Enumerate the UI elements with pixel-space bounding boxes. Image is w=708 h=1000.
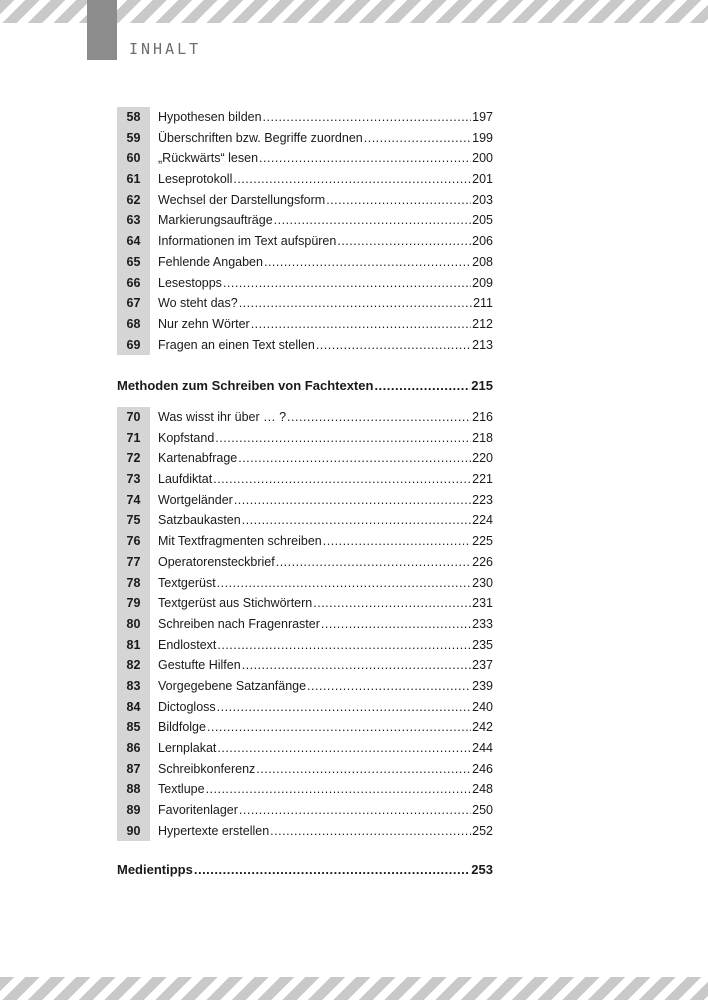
entry-page-number: 220 bbox=[472, 451, 493, 466]
entry-title: Textgerüst aus Stichwörtern bbox=[158, 596, 313, 611]
entry-page-number: 209 bbox=[472, 275, 493, 290]
dot-leader bbox=[239, 800, 471, 821]
entry-number: 72 bbox=[126, 451, 141, 466]
entry-number: 61 bbox=[126, 172, 141, 187]
toc-section-media-tips[interactable] bbox=[117, 862, 493, 877]
entry-number: 88 bbox=[126, 782, 141, 797]
toc-entry-row[interactable] bbox=[117, 293, 493, 314]
entry-title: Schreiben nach Fragenraster bbox=[158, 616, 320, 631]
toc-entry-row[interactable] bbox=[117, 107, 493, 128]
toc-entry-row[interactable] bbox=[117, 407, 493, 428]
toc-entry-row[interactable] bbox=[117, 531, 493, 552]
entry-title: Endlostext bbox=[158, 637, 217, 652]
entry-line bbox=[158, 210, 493, 231]
toc-entry-row[interactable] bbox=[117, 510, 493, 531]
entry-page-number: 240 bbox=[472, 699, 493, 714]
entry-title: Kopfstand bbox=[158, 430, 215, 445]
entry-page-number: 230 bbox=[472, 575, 493, 590]
entry-title: Gestufte Hilfen bbox=[158, 658, 241, 673]
entry-title: Lernplakat bbox=[158, 741, 217, 755]
section-page-number: 253 bbox=[471, 862, 493, 877]
entry-number: 65 bbox=[126, 254, 141, 269]
toc-entry-row[interactable] bbox=[117, 573, 493, 594]
entry-line bbox=[158, 697, 493, 718]
toc-entry-row[interactable] bbox=[117, 697, 493, 718]
entry-line bbox=[158, 821, 493, 842]
entry-title: „Rückwärts“ lesen bbox=[158, 151, 259, 166]
entry-title: Mit Textfragmenten schreiben bbox=[158, 534, 322, 549]
toc-entry-row[interactable] bbox=[117, 335, 493, 356]
entry-page-number: 200 bbox=[472, 151, 493, 166]
entry-page-number: 216 bbox=[472, 410, 493, 424]
dot-leader bbox=[238, 448, 471, 469]
entry-line bbox=[158, 717, 493, 738]
entry-line bbox=[158, 314, 493, 335]
entry-line bbox=[158, 169, 493, 190]
entry-title: Lesestopps bbox=[158, 275, 222, 290]
entry-page-number: 252 bbox=[472, 823, 493, 838]
entry-line bbox=[158, 738, 493, 759]
entry-page-number: 199 bbox=[472, 130, 493, 145]
dot-leader bbox=[223, 273, 471, 294]
entry-title: Informationen im Text aufspüren bbox=[158, 234, 337, 249]
entry-number: 66 bbox=[126, 275, 141, 290]
entry-number: 71 bbox=[126, 430, 141, 445]
entry-number: 75 bbox=[126, 513, 141, 528]
entry-page-number: 250 bbox=[472, 803, 493, 818]
toc-entry-row[interactable] bbox=[117, 614, 493, 635]
dot-leader bbox=[239, 293, 472, 314]
entry-line bbox=[158, 552, 493, 573]
dot-leader bbox=[213, 469, 471, 490]
entry-line bbox=[158, 531, 493, 552]
entry-number: 74 bbox=[126, 492, 141, 507]
entry-line bbox=[158, 107, 493, 128]
entry-number: 85 bbox=[126, 720, 141, 735]
dot-leader bbox=[217, 697, 471, 718]
entry-line bbox=[158, 128, 493, 149]
toc-entry-row[interactable] bbox=[117, 231, 493, 252]
dot-leader bbox=[233, 169, 471, 190]
entry-title: Satzbaukasten bbox=[158, 513, 241, 528]
entry-title: Markierungsaufträge bbox=[158, 213, 273, 228]
dot-leader bbox=[206, 779, 472, 800]
entry-page-number: 224 bbox=[472, 513, 493, 528]
toc-entry-row[interactable] bbox=[117, 676, 493, 697]
dot-leader bbox=[307, 676, 471, 697]
entry-page-number: 201 bbox=[472, 172, 493, 187]
dot-leader bbox=[274, 210, 471, 231]
entry-line bbox=[158, 293, 493, 314]
entry-title: Wo steht das? bbox=[158, 296, 238, 311]
dot-leader bbox=[337, 231, 471, 252]
entry-title: Leseprotokoll bbox=[158, 172, 233, 187]
entry-line bbox=[158, 490, 493, 511]
entry-number: 84 bbox=[126, 699, 141, 714]
toc-entry-row[interactable] bbox=[117, 210, 493, 231]
dot-leader bbox=[276, 552, 471, 573]
entry-number: 78 bbox=[126, 575, 141, 590]
entry-page-number: 197 bbox=[472, 110, 493, 124]
entry-number: 76 bbox=[126, 534, 141, 549]
page-header-title: INHALT bbox=[129, 40, 202, 58]
entry-number: 86 bbox=[126, 741, 141, 755]
entry-page-number: 223 bbox=[472, 492, 493, 507]
entry-line bbox=[158, 273, 493, 294]
entry-line bbox=[158, 252, 493, 273]
entry-page-number: 231 bbox=[472, 596, 493, 611]
entry-title: Laufdiktat bbox=[158, 472, 213, 487]
entry-page-number: 225 bbox=[472, 534, 493, 549]
entry-page-number: 213 bbox=[472, 337, 493, 352]
toc-entry-row[interactable] bbox=[117, 490, 493, 511]
dot-leader bbox=[374, 378, 470, 393]
entry-title: Wortgeländer bbox=[158, 492, 233, 507]
toc-entry-row[interactable] bbox=[117, 428, 493, 449]
dot-leader bbox=[242, 510, 471, 531]
entry-title: Vorgegebene Satzanfänge bbox=[158, 678, 307, 693]
dot-leader bbox=[215, 428, 471, 449]
entry-page-number: 237 bbox=[472, 658, 493, 673]
dot-leader bbox=[321, 614, 471, 635]
toc-block-reading-methods bbox=[117, 107, 493, 355]
entry-line bbox=[158, 593, 493, 614]
entry-line bbox=[158, 510, 493, 531]
toc-entry-row[interactable] bbox=[117, 738, 493, 759]
entry-title: Dictogloss bbox=[158, 699, 216, 714]
entry-title: Wechsel der Darstellungsform bbox=[158, 192, 326, 207]
dot-leader bbox=[264, 252, 471, 273]
entry-line bbox=[158, 635, 493, 656]
entry-page-number: 212 bbox=[472, 316, 493, 331]
entry-line bbox=[158, 335, 493, 356]
entry-title: Nur zehn Wörter bbox=[158, 316, 250, 331]
entry-number: 64 bbox=[126, 234, 141, 249]
entry-number: 60 bbox=[126, 151, 141, 166]
toc-entry-row[interactable] bbox=[117, 593, 493, 614]
section-title: Medientipps bbox=[117, 862, 193, 877]
entry-page-number: 246 bbox=[472, 761, 493, 776]
dot-leader bbox=[326, 190, 471, 211]
entry-title: Was wisst ihr über … ? bbox=[158, 410, 287, 424]
entry-page-number: 239 bbox=[472, 678, 493, 693]
entry-line bbox=[158, 428, 493, 449]
entry-page-number: 206 bbox=[472, 234, 493, 249]
dot-leader bbox=[217, 573, 471, 594]
toc-entry-row[interactable] bbox=[117, 469, 493, 490]
entry-line bbox=[158, 759, 493, 780]
dot-leader bbox=[251, 314, 471, 335]
dot-leader bbox=[217, 738, 471, 759]
entry-number: 81 bbox=[126, 637, 141, 652]
toc-entry-row[interactable] bbox=[117, 148, 493, 169]
dot-leader bbox=[259, 148, 471, 169]
dot-leader bbox=[263, 107, 472, 128]
toc-entry-row[interactable] bbox=[117, 169, 493, 190]
section-page-number: 215 bbox=[471, 378, 493, 393]
toc-entry-row[interactable] bbox=[117, 273, 493, 294]
entry-title: Fragen an einen Text stellen bbox=[158, 337, 315, 352]
entry-number: 63 bbox=[126, 213, 141, 228]
entry-number: 89 bbox=[126, 803, 141, 818]
dot-leader bbox=[364, 128, 471, 149]
entry-line bbox=[158, 676, 493, 697]
entry-page-number: 233 bbox=[472, 616, 493, 631]
dot-leader bbox=[256, 759, 471, 780]
entry-page-number: 203 bbox=[472, 192, 493, 207]
entry-line bbox=[158, 614, 493, 635]
entry-page-number: 205 bbox=[472, 213, 493, 228]
entry-number: 70 bbox=[126, 410, 141, 424]
entry-number: 87 bbox=[126, 761, 141, 776]
entry-page-number: 218 bbox=[472, 430, 493, 445]
entry-line bbox=[158, 407, 493, 428]
entry-number: 90 bbox=[126, 823, 141, 838]
chapter-tab-marker bbox=[87, 0, 117, 60]
toc-entry-row[interactable] bbox=[117, 314, 493, 335]
entry-line bbox=[158, 190, 493, 211]
entry-page-number: 208 bbox=[472, 254, 493, 269]
entry-line bbox=[158, 148, 493, 169]
toc-entry-row[interactable] bbox=[117, 635, 493, 656]
dot-leader bbox=[270, 821, 471, 842]
dot-leader bbox=[287, 407, 471, 428]
dot-leader bbox=[194, 862, 470, 877]
dot-leader bbox=[313, 593, 471, 614]
entry-title: Textlupe bbox=[158, 782, 205, 797]
dot-leader bbox=[242, 655, 471, 676]
toc-entry-row[interactable] bbox=[117, 800, 493, 821]
dot-leader bbox=[316, 335, 471, 356]
entry-title: Hypertexte erstellen bbox=[158, 823, 270, 838]
entry-title: Hypothesen bilden bbox=[158, 110, 262, 124]
toc-entry-row[interactable] bbox=[117, 655, 493, 676]
entry-number: 77 bbox=[126, 554, 141, 569]
dot-leader bbox=[207, 717, 471, 738]
entry-line bbox=[158, 231, 493, 252]
entry-page-number: 242 bbox=[472, 720, 493, 735]
toc-entry-row[interactable] bbox=[117, 448, 493, 469]
entry-number: 73 bbox=[126, 472, 141, 487]
toc-entry-row[interactable] bbox=[117, 821, 493, 842]
entry-number: 58 bbox=[126, 110, 141, 124]
dot-leader bbox=[323, 531, 471, 552]
dot-leader bbox=[217, 635, 471, 656]
entry-line bbox=[158, 573, 493, 594]
entry-number: 80 bbox=[126, 616, 141, 631]
entry-line bbox=[158, 800, 493, 821]
entry-line bbox=[158, 469, 493, 490]
entry-title: Bildfolge bbox=[158, 720, 206, 735]
section-title: Methoden zum Schreiben von Fachtexten bbox=[117, 378, 374, 393]
entry-page-number: 211 bbox=[473, 296, 493, 311]
toc-entry-row[interactable] bbox=[117, 759, 493, 780]
entry-page-number: 248 bbox=[472, 782, 493, 797]
bottom-stripe-band bbox=[0, 977, 708, 1000]
entry-number: 83 bbox=[126, 678, 141, 693]
entry-title: Überschriften bzw. Begriffe zuordnen bbox=[158, 130, 363, 145]
toc-entry-row[interactable] bbox=[117, 252, 493, 273]
entry-line bbox=[158, 779, 493, 800]
toc-entry-row[interactable] bbox=[117, 552, 493, 573]
entry-page-number: 244 bbox=[472, 741, 493, 755]
toc-entry-row[interactable] bbox=[117, 779, 493, 800]
entry-title: Kartenabfrage bbox=[158, 451, 238, 466]
toc-entry-row[interactable] bbox=[117, 717, 493, 738]
entry-page-number: 221 bbox=[472, 472, 493, 487]
entry-title: Operatorensteckbrief bbox=[158, 554, 275, 569]
toc-entry-row[interactable] bbox=[117, 190, 493, 211]
toc-section-writing-methods[interactable] bbox=[117, 378, 493, 393]
entry-number: 67 bbox=[126, 296, 141, 311]
entry-page-number: 226 bbox=[472, 554, 493, 569]
entry-title: Textgerüst bbox=[158, 575, 216, 590]
entry-number: 79 bbox=[126, 596, 141, 611]
entry-title: Fehlende Angaben bbox=[158, 254, 263, 269]
entry-number: 82 bbox=[126, 658, 141, 673]
entry-title: Schreibkonferenz bbox=[158, 761, 256, 776]
entry-number: 62 bbox=[126, 192, 141, 207]
toc-block-writing-methods bbox=[117, 407, 493, 841]
entry-line bbox=[158, 655, 493, 676]
entry-number: 69 bbox=[126, 337, 141, 352]
entry-title: Favoritenlager bbox=[158, 803, 238, 818]
dot-leader bbox=[234, 490, 471, 511]
toc-entry-row[interactable] bbox=[117, 128, 493, 149]
entry-number: 59 bbox=[126, 130, 141, 145]
entry-line bbox=[158, 448, 493, 469]
entry-page-number: 235 bbox=[472, 637, 493, 652]
entry-number: 68 bbox=[126, 316, 141, 331]
